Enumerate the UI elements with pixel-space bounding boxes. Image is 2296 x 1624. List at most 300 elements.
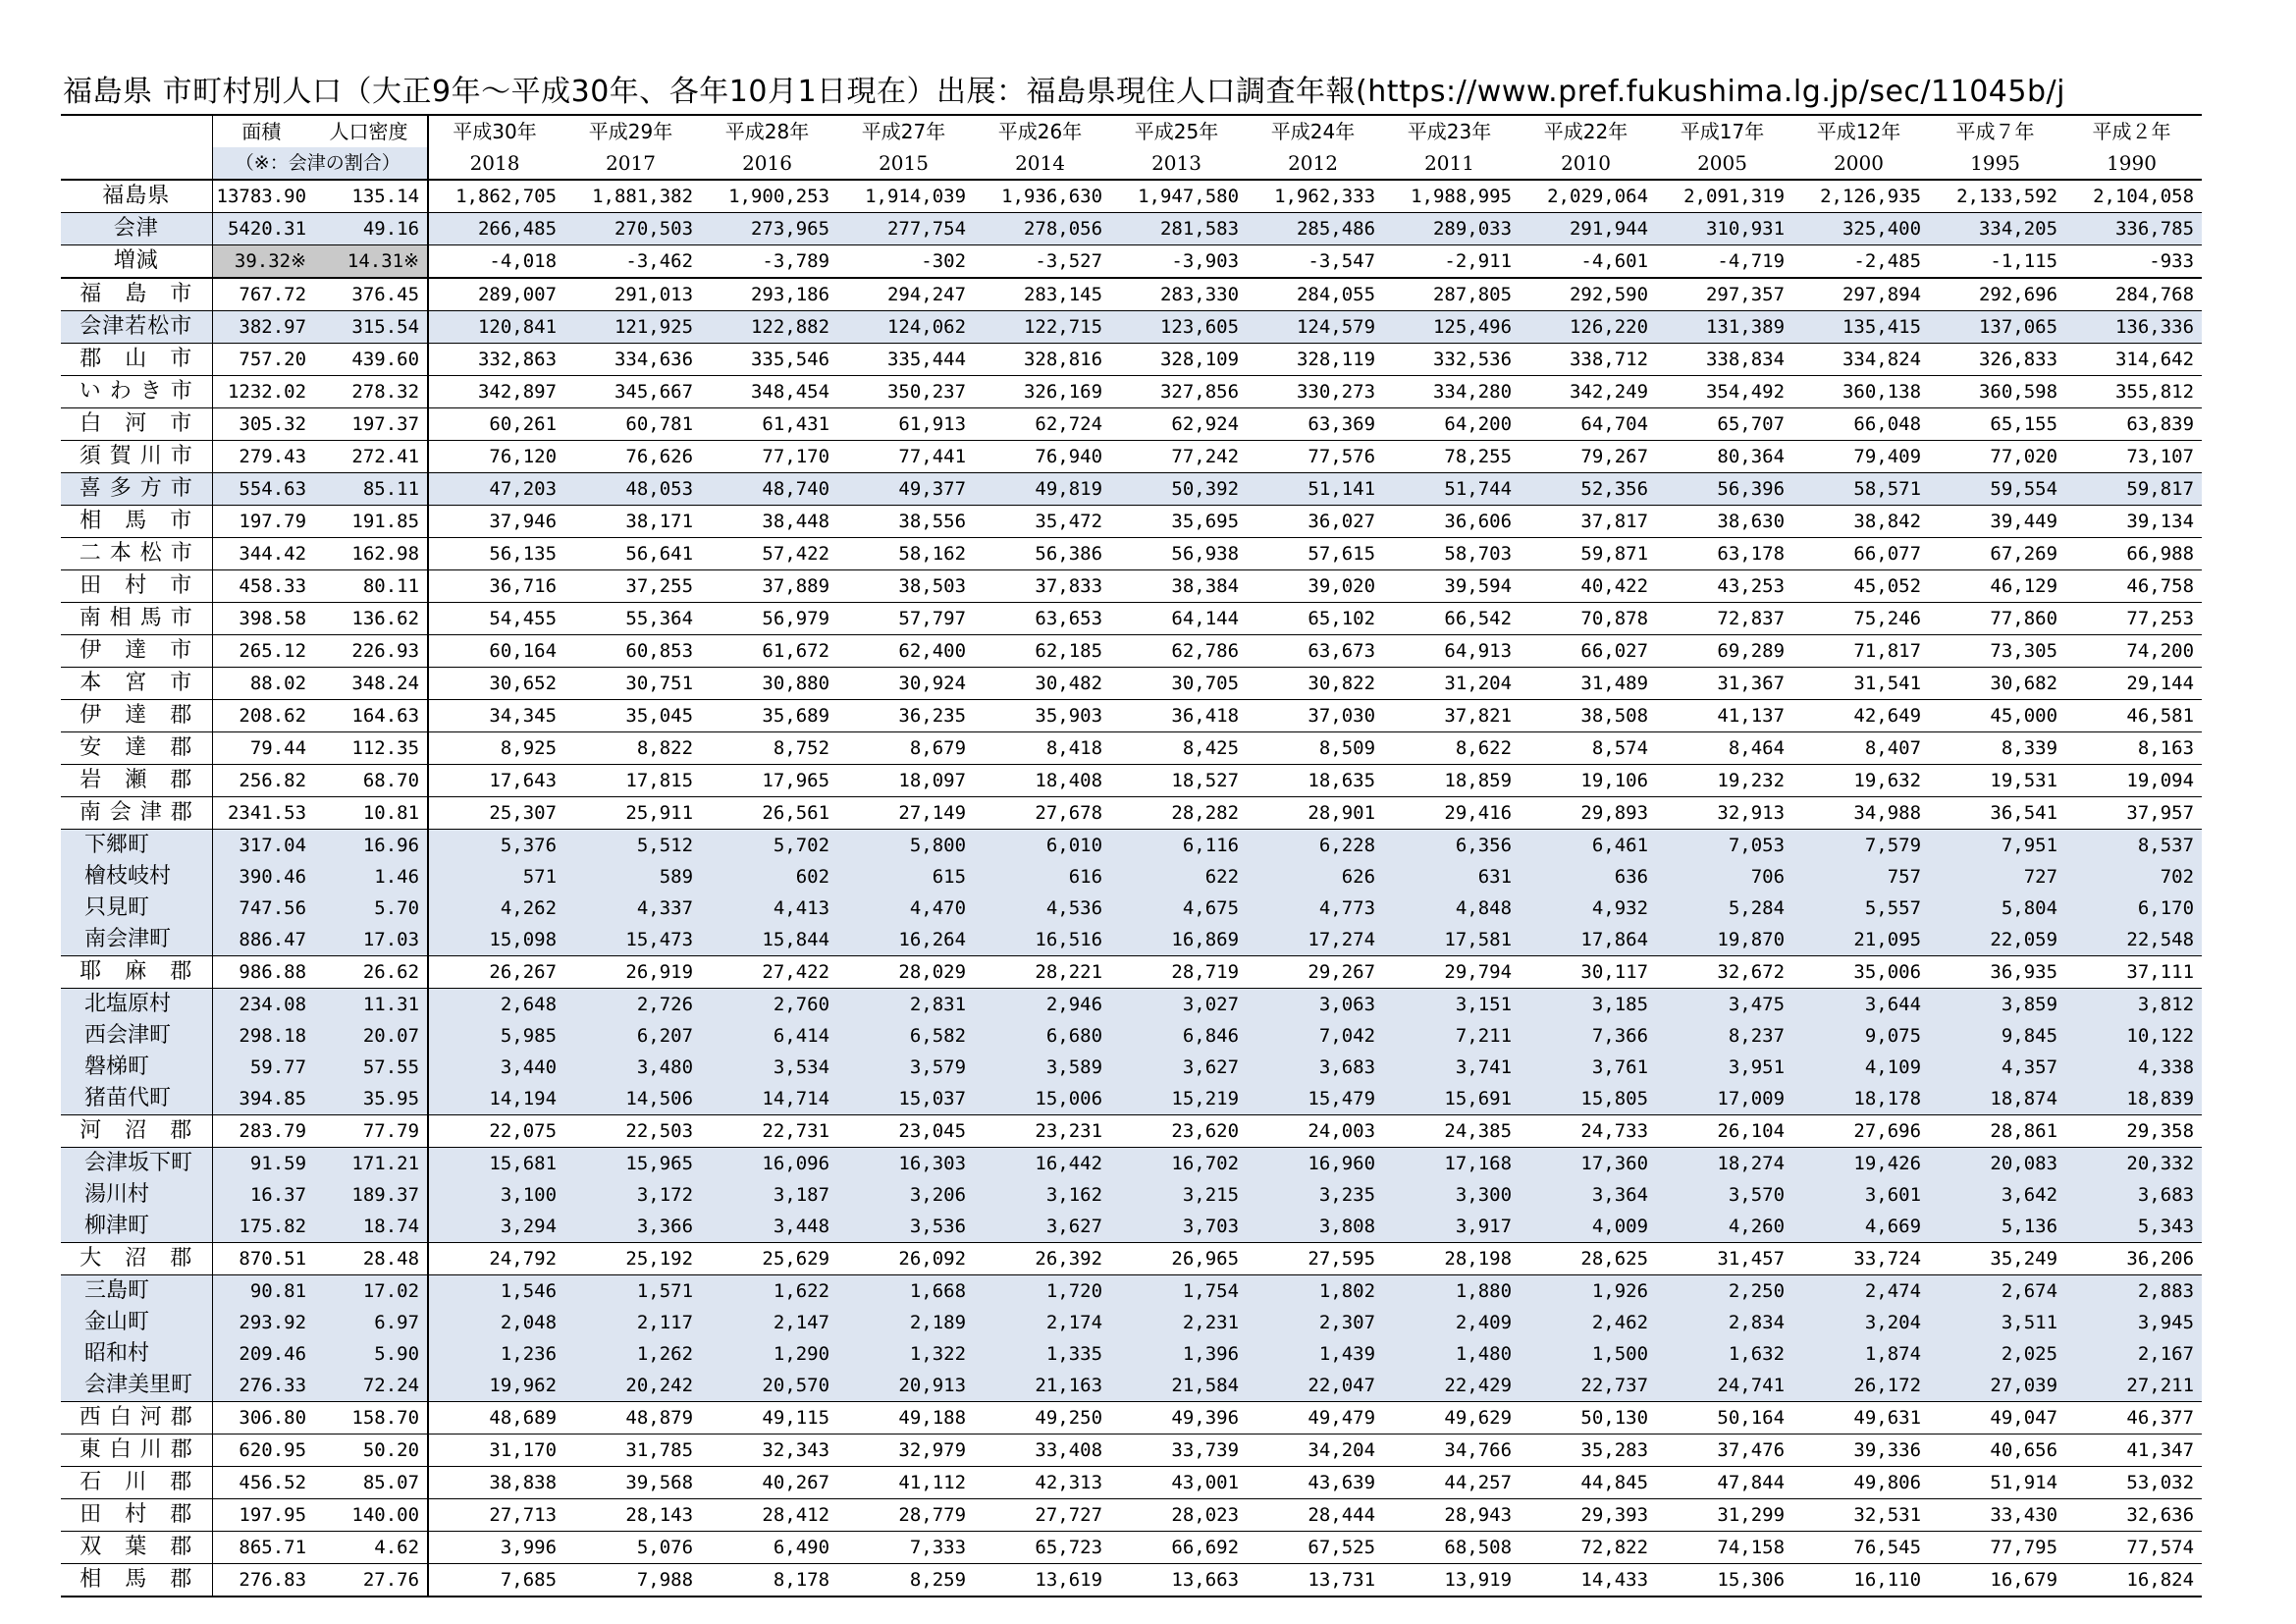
table-row xyxy=(61,1243,2202,1275)
population-cell: 19,962 xyxy=(428,1370,564,1402)
population-cell: 76,120 xyxy=(428,441,564,473)
row-label: 田 村 市 xyxy=(61,570,212,603)
population-cell: 1,720 xyxy=(974,1275,1110,1308)
population-cell: 35,249 xyxy=(1929,1243,2065,1275)
population-cell: 8,622 xyxy=(1383,732,1520,765)
population-cell: 4,357 xyxy=(1929,1052,2065,1083)
area-cell: 88.02 xyxy=(212,668,314,700)
row-label: 相 馬 市 xyxy=(61,506,212,538)
population-cell: 55,364 xyxy=(564,603,701,635)
population-cell: 63,653 xyxy=(974,603,1110,635)
population-cell: 48,053 xyxy=(564,473,701,506)
row-label: 西 白 河 郡 xyxy=(61,1402,212,1435)
population-cell: 26,965 xyxy=(1110,1243,1247,1275)
population-cell: 63,839 xyxy=(2065,408,2202,441)
population-cell: 39,568 xyxy=(564,1467,701,1499)
population-cell: 13,663 xyxy=(1110,1564,1247,1597)
table-row xyxy=(61,830,2202,862)
population-cell: 17,009 xyxy=(1656,1083,1792,1115)
population-cell: 19,632 xyxy=(1792,765,1929,797)
population-cell: 277,754 xyxy=(837,213,974,245)
population-cell: 6,207 xyxy=(564,1020,701,1052)
density-cell: 191.85 xyxy=(314,506,428,538)
population-cell: 1,880 xyxy=(1383,1275,1520,1308)
row-label: 昭和村 xyxy=(61,1338,212,1370)
population-cell: 31,204 xyxy=(1383,668,1520,700)
population-cell: 14,433 xyxy=(1520,1564,1656,1597)
row-label: 会津若松市 xyxy=(61,311,212,344)
population-cell: 16,096 xyxy=(701,1148,837,1180)
row-label: 下郷町 xyxy=(61,830,212,862)
population-cell: -2,485 xyxy=(1792,245,1929,279)
population-cell: -4,018 xyxy=(428,245,564,279)
population-cell: 2,091,319 xyxy=(1656,180,1792,213)
table-row xyxy=(61,1211,2202,1243)
population-cell: 77,576 xyxy=(1247,441,1383,473)
population-cell: 19,870 xyxy=(1656,924,1792,956)
row-label: 西会津町 xyxy=(61,1020,212,1052)
population-cell: 26,561 xyxy=(701,797,837,830)
population-cell: 56,135 xyxy=(428,538,564,570)
population-cell: 16,702 xyxy=(1110,1148,1247,1180)
population-cell: 32,531 xyxy=(1792,1499,1929,1532)
population-cell: 7,053 xyxy=(1656,830,1792,862)
population-cell: 289,033 xyxy=(1383,213,1520,245)
population-cell: 28,221 xyxy=(974,956,1110,989)
area-cell: 344.42 xyxy=(212,538,314,570)
population-cell: 29,893 xyxy=(1520,797,1656,830)
population-cell: -4,719 xyxy=(1656,245,1792,279)
population-cell: 28,779 xyxy=(837,1499,974,1532)
population-cell: 8,925 xyxy=(428,732,564,765)
density-cell: 72.24 xyxy=(314,1370,428,1402)
density-cell: 135.14 xyxy=(314,180,428,213)
population-cell: 626 xyxy=(1247,861,1383,893)
population-cell: 5,512 xyxy=(564,830,701,862)
population-cell: 31,489 xyxy=(1520,668,1656,700)
population-cell: 22,059 xyxy=(1929,924,2065,956)
population-cell: 6,414 xyxy=(701,1020,837,1052)
row-label: 河 沼 郡 xyxy=(61,1115,212,1148)
population-cell: 56,396 xyxy=(1656,473,1792,506)
population-cell: 9,845 xyxy=(1929,1020,2065,1052)
density-cell: 164.63 xyxy=(314,700,428,732)
population-cell: 24,792 xyxy=(428,1243,564,1275)
population-cell: 327,856 xyxy=(1110,376,1247,408)
row-label: 郡 山 市 xyxy=(61,344,212,376)
population-cell: 291,944 xyxy=(1520,213,1656,245)
population-cell: 15,681 xyxy=(428,1148,564,1180)
year-header: 2010 xyxy=(1520,147,1656,180)
table-row xyxy=(61,1467,2202,1499)
population-cell: 79,267 xyxy=(1520,441,1656,473)
population-cell: 3,761 xyxy=(1520,1052,1656,1083)
population-cell: 1,632 xyxy=(1656,1338,1792,1370)
population-cell: 75,246 xyxy=(1792,603,1929,635)
population-cell: 332,863 xyxy=(428,344,564,376)
population-cell: 6,461 xyxy=(1520,830,1656,862)
population-cell: 28,412 xyxy=(701,1499,837,1532)
density-cell: 348.24 xyxy=(314,668,428,700)
population-cell: 77,795 xyxy=(1929,1532,2065,1564)
population-cell: 757 xyxy=(1792,861,1929,893)
population-cell: 24,733 xyxy=(1520,1115,1656,1148)
population-cell: 62,924 xyxy=(1110,408,1247,441)
population-cell: 59,871 xyxy=(1520,538,1656,570)
population-cell: 4,262 xyxy=(428,893,564,924)
table-row xyxy=(61,311,2202,344)
density-cell: 136.62 xyxy=(314,603,428,635)
population-cell: 8,574 xyxy=(1520,732,1656,765)
row-label: 金山町 xyxy=(61,1307,212,1338)
population-cell: 46,581 xyxy=(2065,700,2202,732)
population-cell: 35,283 xyxy=(1520,1435,1656,1467)
population-cell: 22,737 xyxy=(1520,1370,1656,1402)
population-cell: 37,476 xyxy=(1656,1435,1792,1467)
population-table xyxy=(61,114,2202,1597)
population-cell: 5,076 xyxy=(564,1532,701,1564)
population-cell: 126,220 xyxy=(1520,311,1656,344)
area-cell: 298.18 xyxy=(212,1020,314,1052)
population-cell: 335,546 xyxy=(701,344,837,376)
population-cell: 3,172 xyxy=(564,1179,701,1211)
population-cell: 8,339 xyxy=(1929,732,2065,765)
population-cell: 3,162 xyxy=(974,1179,1110,1211)
population-cell: 28,901 xyxy=(1247,797,1383,830)
population-cell: 7,951 xyxy=(1929,830,2065,862)
population-cell: 123,605 xyxy=(1110,311,1247,344)
era-header: 平成７年 xyxy=(1929,115,2065,147)
density-cell: 27.76 xyxy=(314,1564,428,1597)
population-cell: 4,260 xyxy=(1656,1211,1792,1243)
population-cell: 3,808 xyxy=(1247,1211,1383,1243)
population-cell: 1,947,580 xyxy=(1110,180,1247,213)
population-cell: 8,822 xyxy=(564,732,701,765)
population-cell: 41,137 xyxy=(1656,700,1792,732)
population-cell: 2,167 xyxy=(2065,1338,2202,1370)
area-cell: 79.44 xyxy=(212,732,314,765)
population-cell: 3,642 xyxy=(1929,1179,2065,1211)
population-cell: 3,683 xyxy=(2065,1179,2202,1211)
population-cell: 25,307 xyxy=(428,797,564,830)
population-cell: 1,546 xyxy=(428,1275,564,1308)
population-cell: 29,794 xyxy=(1383,956,1520,989)
era-header: 平成24年 xyxy=(1247,115,1383,147)
population-cell: 266,485 xyxy=(428,213,564,245)
population-cell: 135,415 xyxy=(1792,311,1929,344)
population-cell: -3,547 xyxy=(1247,245,1383,279)
population-cell: 326,833 xyxy=(1929,344,2065,376)
population-cell: 38,171 xyxy=(564,506,701,538)
population-cell: 37,889 xyxy=(701,570,837,603)
population-cell: 20,083 xyxy=(1929,1148,2065,1180)
area-cell: 870.51 xyxy=(212,1243,314,1275)
table-row xyxy=(61,1275,2202,1308)
population-cell: 36,606 xyxy=(1383,506,1520,538)
population-cell: 28,143 xyxy=(564,1499,701,1532)
population-cell: 3,579 xyxy=(837,1052,974,1083)
population-cell: 622 xyxy=(1110,861,1247,893)
population-cell: 28,719 xyxy=(1110,956,1247,989)
population-cell: 4,109 xyxy=(1792,1052,1929,1083)
population-cell: 2,946 xyxy=(974,989,1110,1021)
area-cell: 175.82 xyxy=(212,1211,314,1243)
area-cell: 382.97 xyxy=(212,311,314,344)
population-cell: 16,303 xyxy=(837,1148,974,1180)
population-cell: 8,509 xyxy=(1247,732,1383,765)
row-label: 田 村 郡 xyxy=(61,1499,212,1532)
population-cell: 18,178 xyxy=(1792,1083,1929,1115)
population-cell: 7,042 xyxy=(1247,1020,1383,1052)
row-label: 岩 瀬 郡 xyxy=(61,765,212,797)
population-cell: 5,985 xyxy=(428,1020,564,1052)
population-cell: 8,418 xyxy=(974,732,1110,765)
population-cell: 17,864 xyxy=(1520,924,1656,956)
population-cell: 338,712 xyxy=(1520,344,1656,376)
area-cell: 458.33 xyxy=(212,570,314,603)
population-cell: 20,913 xyxy=(837,1370,974,1402)
population-cell: 37,957 xyxy=(2065,797,2202,830)
population-cell: 131,389 xyxy=(1656,311,1792,344)
population-cell: 17,815 xyxy=(564,765,701,797)
population-cell: 60,261 xyxy=(428,408,564,441)
population-cell: 28,198 xyxy=(1383,1243,1520,1275)
population-cell: 3,859 xyxy=(1929,989,2065,1021)
population-cell: 137,065 xyxy=(1929,311,2065,344)
population-cell: 289,007 xyxy=(428,278,564,311)
population-cell: 6,170 xyxy=(2065,893,2202,924)
table-row xyxy=(61,278,2202,311)
population-cell: 2,250 xyxy=(1656,1275,1792,1308)
population-cell: 334,205 xyxy=(1929,213,2065,245)
population-cell: 46,129 xyxy=(1929,570,2065,603)
population-cell: 6,228 xyxy=(1247,830,1383,862)
population-cell: 2,126,935 xyxy=(1792,180,1929,213)
population-cell: 13,619 xyxy=(974,1564,1110,1597)
population-cell: 5,136 xyxy=(1929,1211,2065,1243)
population-cell: 22,429 xyxy=(1383,1370,1520,1402)
population-cell: 53,032 xyxy=(2065,1467,2202,1499)
population-cell: 28,625 xyxy=(1520,1243,1656,1275)
row-label: 安 達 郡 xyxy=(61,732,212,765)
population-cell: 49,250 xyxy=(974,1402,1110,1435)
era-header: 平成17年 xyxy=(1656,115,1792,147)
year-header: 2016 xyxy=(701,147,837,180)
population-cell: 38,503 xyxy=(837,570,974,603)
population-cell: 31,541 xyxy=(1792,668,1929,700)
population-cell: 39,594 xyxy=(1383,570,1520,603)
population-cell: 72,837 xyxy=(1656,603,1792,635)
year-header: 2014 xyxy=(974,147,1110,180)
population-cell: 284,768 xyxy=(2065,278,2202,311)
population-cell: 16,442 xyxy=(974,1148,1110,1180)
population-cell: 3,480 xyxy=(564,1052,701,1083)
area-cell: 234.08 xyxy=(212,989,314,1021)
population-cell: 46,377 xyxy=(2065,1402,2202,1435)
population-cell: 615 xyxy=(837,861,974,893)
population-cell: 30,705 xyxy=(1110,668,1247,700)
area-cell: 886.47 xyxy=(212,924,314,956)
density-cell: 171.21 xyxy=(314,1148,428,1180)
population-cell: 41,112 xyxy=(837,1467,974,1499)
era-header: 平成25年 xyxy=(1110,115,1247,147)
era-header: 平成23年 xyxy=(1383,115,1520,147)
population-cell: 56,386 xyxy=(974,538,1110,570)
population-cell: 58,703 xyxy=(1383,538,1520,570)
population-cell: 17,360 xyxy=(1520,1148,1656,1180)
population-cell: 3,185 xyxy=(1520,989,1656,1021)
population-cell: 32,913 xyxy=(1656,797,1792,830)
population-cell: 1,439 xyxy=(1247,1338,1383,1370)
population-cell: 32,636 xyxy=(2065,1499,2202,1532)
row-label: い わ き 市 xyxy=(61,376,212,408)
density-cell: 85.11 xyxy=(314,473,428,506)
population-cell: 41,347 xyxy=(2065,1435,2202,1467)
population-cell: 2,307 xyxy=(1247,1307,1383,1338)
table-row xyxy=(61,1402,2202,1435)
population-cell: 2,726 xyxy=(564,989,701,1021)
population-cell: 43,001 xyxy=(1110,1467,1247,1499)
population-cell: 10,122 xyxy=(2065,1020,2202,1052)
population-cell: 2,174 xyxy=(974,1307,1110,1338)
population-cell: -3,527 xyxy=(974,245,1110,279)
population-cell: 18,874 xyxy=(1929,1083,2065,1115)
population-cell: 16,960 xyxy=(1247,1148,1383,1180)
population-cell: 20,332 xyxy=(2065,1148,2202,1180)
area-cell: 2341.53 xyxy=(212,797,314,830)
population-cell: 26,172 xyxy=(1792,1370,1929,1402)
population-cell: 2,474 xyxy=(1792,1275,1929,1308)
population-cell: 61,913 xyxy=(837,408,974,441)
population-cell: 350,237 xyxy=(837,376,974,408)
population-cell: 78,255 xyxy=(1383,441,1520,473)
population-cell: 27,713 xyxy=(428,1499,564,1532)
population-cell: 342,897 xyxy=(428,376,564,408)
population-cell: 52,356 xyxy=(1520,473,1656,506)
population-cell: 4,675 xyxy=(1110,893,1247,924)
population-cell: 3,570 xyxy=(1656,1179,1792,1211)
density-cell: 18.74 xyxy=(314,1211,428,1243)
year-header: 2012 xyxy=(1247,147,1383,180)
population-cell: 1,571 xyxy=(564,1275,701,1308)
table-row xyxy=(61,441,2202,473)
population-cell: 57,615 xyxy=(1247,538,1383,570)
population-cell: 27,039 xyxy=(1929,1370,2065,1402)
population-cell: 30,822 xyxy=(1247,668,1383,700)
population-cell: 43,253 xyxy=(1656,570,1792,603)
population-cell: 310,931 xyxy=(1656,213,1792,245)
population-cell: 6,116 xyxy=(1110,830,1247,862)
population-cell: 18,097 xyxy=(837,765,974,797)
population-cell: 6,680 xyxy=(974,1020,1110,1052)
population-cell: 51,914 xyxy=(1929,1467,2065,1499)
table-row xyxy=(61,861,2202,893)
population-cell: 30,682 xyxy=(1929,668,2065,700)
population-cell: 49,047 xyxy=(1929,1402,2065,1435)
table-row xyxy=(61,1564,2202,1597)
population-cell: 7,333 xyxy=(837,1532,974,1564)
population-cell: 27,727 xyxy=(974,1499,1110,1532)
population-cell: 3,187 xyxy=(701,1179,837,1211)
area-cell: 197.95 xyxy=(212,1499,314,1532)
population-cell: 124,062 xyxy=(837,311,974,344)
population-cell: 328,119 xyxy=(1247,344,1383,376)
density-cell: 158.70 xyxy=(314,1402,428,1435)
row-label: 東 白 川 郡 xyxy=(61,1435,212,1467)
population-cell: 3,996 xyxy=(428,1532,564,1564)
table-row xyxy=(61,1307,2202,1338)
population-cell: 7,366 xyxy=(1520,1020,1656,1052)
table-row xyxy=(61,408,2202,441)
population-cell: 332,536 xyxy=(1383,344,1520,376)
population-cell: 3,300 xyxy=(1383,1179,1520,1211)
row-label: 須 賀 川 市 xyxy=(61,441,212,473)
population-cell: 4,669 xyxy=(1792,1211,1929,1243)
population-cell: 16,516 xyxy=(974,924,1110,956)
population-cell: 42,313 xyxy=(974,1467,1110,1499)
population-cell: 23,045 xyxy=(837,1115,974,1148)
density-cell: 49.16 xyxy=(314,213,428,245)
population-cell: 3,703 xyxy=(1110,1211,1247,1243)
population-cell: 2,104,058 xyxy=(2065,180,2202,213)
population-cell: 19,426 xyxy=(1792,1148,1929,1180)
population-cell: 1,622 xyxy=(701,1275,837,1308)
population-cell: 326,169 xyxy=(974,376,1110,408)
population-cell: 18,859 xyxy=(1383,765,1520,797)
area-cell: 5420.31 xyxy=(212,213,314,245)
population-cell: 66,077 xyxy=(1792,538,1929,570)
population-cell: 2,648 xyxy=(428,989,564,1021)
population-cell: 3,215 xyxy=(1110,1179,1247,1211)
density-cell: 17.03 xyxy=(314,924,428,956)
density-cell: 68.70 xyxy=(314,765,428,797)
population-cell: 3,536 xyxy=(837,1211,974,1243)
density-cell: 16.96 xyxy=(314,830,428,862)
population-cell: 35,695 xyxy=(1110,506,1247,538)
population-cell: 3,589 xyxy=(974,1052,1110,1083)
row-label: 湯川村 xyxy=(61,1179,212,1211)
population-cell: 26,092 xyxy=(837,1243,974,1275)
table-row xyxy=(61,924,2202,956)
population-cell: 124,579 xyxy=(1247,311,1383,344)
population-cell: 61,431 xyxy=(701,408,837,441)
population-cell: 29,358 xyxy=(2065,1115,2202,1148)
row-label: 檜枝岐村 xyxy=(61,861,212,893)
population-cell: 37,946 xyxy=(428,506,564,538)
population-cell: 38,842 xyxy=(1792,506,1929,538)
table-row xyxy=(61,1370,2202,1402)
population-cell: 39,336 xyxy=(1792,1435,1929,1467)
population-cell: 50,164 xyxy=(1656,1402,1792,1435)
population-cell: 33,408 xyxy=(974,1435,1110,1467)
population-cell: 38,448 xyxy=(701,506,837,538)
population-cell: 16,824 xyxy=(2065,1564,2202,1597)
population-cell: 1,936,630 xyxy=(974,180,1110,213)
area-cell: 208.62 xyxy=(212,700,314,732)
row-label: 柳津町 xyxy=(61,1211,212,1243)
table-row xyxy=(61,956,2202,989)
table-row xyxy=(61,180,2202,213)
population-cell: 64,144 xyxy=(1110,603,1247,635)
table-row xyxy=(61,376,2202,408)
population-cell: 3,364 xyxy=(1520,1179,1656,1211)
population-cell: 45,052 xyxy=(1792,570,1929,603)
population-cell: 66,048 xyxy=(1792,408,1929,441)
population-cell: 8,163 xyxy=(2065,732,2202,765)
year-header: 2017 xyxy=(564,147,701,180)
population-cell: 77,441 xyxy=(837,441,974,473)
density-cell: 140.00 xyxy=(314,1499,428,1532)
